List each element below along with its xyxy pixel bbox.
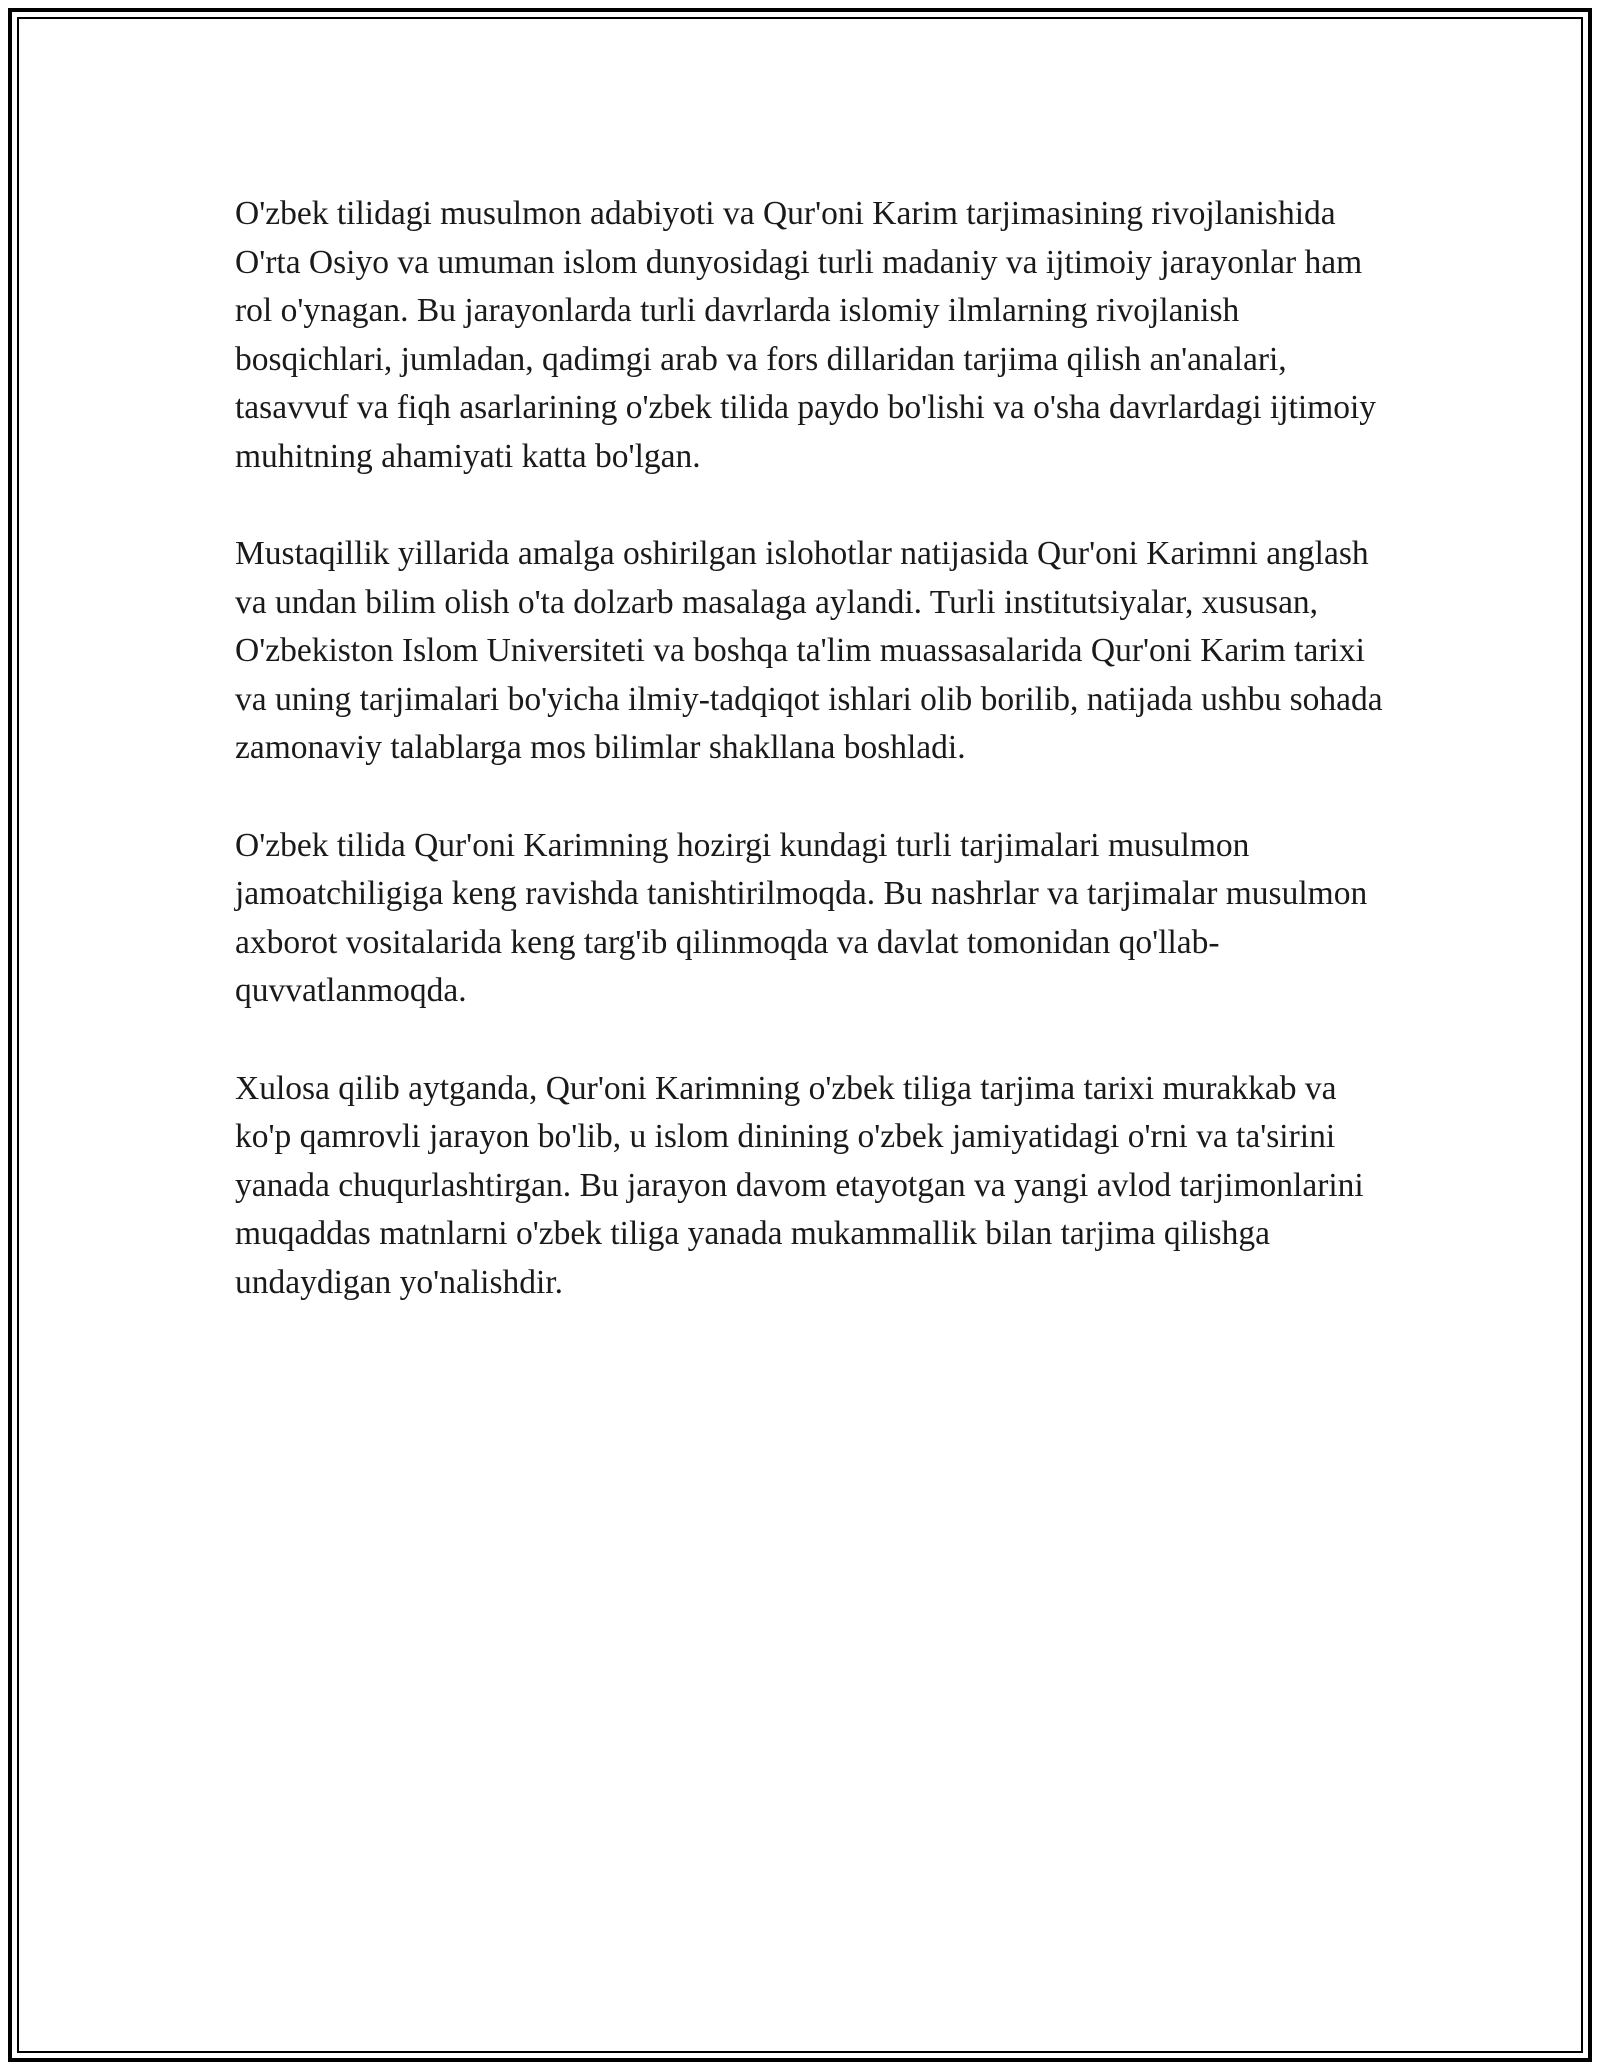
- paragraph: O'zbek tilida Qur'oni Karimning hozirgi kundagi turli tarjimalari musulmon jamoatchiligiga keng ravishda tanishtirilmoqda. Bu nashrlar va tarjimalar musulmon axborot vositalarida keng targ'ib qilinmoqda va davlat tomonidan qo'llab-quvvatlanmoqda.: [235, 826, 1368, 1009]
- paragraph: Mustaqillik yillarida amalga oshirilgan islohotlar natijasida Qur'oni Karimni anglash va undan bilim olish o'ta dolzarb masalaga aylandi. Turli institutsiyalar, xususan, O'zbekiston Islom Universiteti va boshqa ta'lim muassasalarida Qur'oni Karim tarixi va uning tarjimalari bo'yicha ilmiy-tadqiqot ishlari olib borilib, natijada ushbu sohada zamonaviy talablarga mos bilimlar shakllana boshladi.: [235, 535, 1383, 766]
- paragraph: Xulosa qilib aytganda, Qur'oni Karimning o'zbek tiliga tarjima tarixi murakkab va ko'p qamrovli jarayon bo'lib, u islom dinining o'zbek jamiyatidagi o'rni va ta'sirini yanada chuqurlashtirgan. Bu jarayon davom etayotgan va yangi avlod tarjimonlarini muqaddas matnlarni o'zbek tiliga yanada mukammallik bilan tarjima qilishga undaydigan yo'nalishdir.: [235, 1069, 1364, 1301]
- document-body: [235, 190, 1385, 1356]
- paragraph: O'zbek tilidagi musulmon adabiyoti va Qur'oni Karim tarjimasining rivojlanishida O'rta Osiyo va umuman islom dunyosidagi turli madaniy va ijtimoiy jarayonlar ham rol o'ynagan. Bu jarayonlarda turli davrlarda islomiy ilmlarning rivojlanish bosqichlari, jumladan, qadimgi arab va fors dillaridan tarjima qilish an'analari, tasavvuf va fiqh asarlarining o'zbek tilida paydo bo'lishi va o'sha davrlardagi ijtimoiy muhitning ahamiyati katta bo'lgan.: [235, 195, 1376, 475]
